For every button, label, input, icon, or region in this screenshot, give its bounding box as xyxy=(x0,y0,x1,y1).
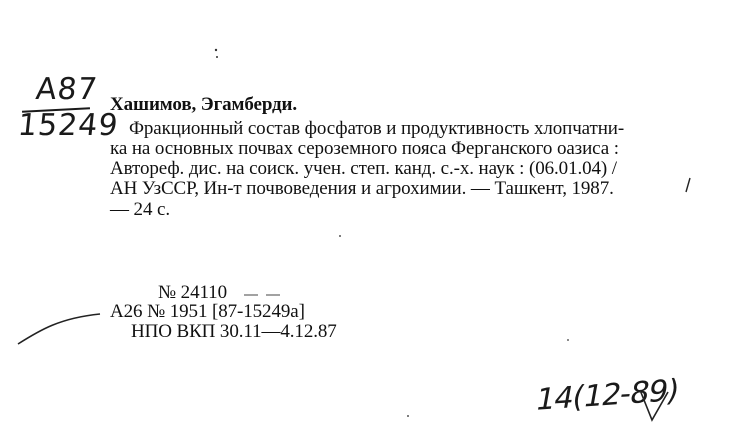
description-line-3: Автореф. дис. на соиск. учен. степ. канд. с.-х. наук : (06.01.04) / xyxy=(110,158,617,179)
description-line-4: АН УзССР, Ин-т почвоведения и агрохимии. — Ташкент, 1987. xyxy=(110,178,614,199)
call-number-bottom: 15249 xyxy=(16,108,121,143)
description-line-1: Фракционный состав фосфатов и продуктивность хлопчатни- xyxy=(129,118,625,139)
record-number: А26 № 1951 [87-15249а] xyxy=(110,301,305,322)
pen-stroke-mark xyxy=(18,314,100,344)
handwritten-annotation: 14(12-89) xyxy=(532,373,681,418)
speck xyxy=(216,56,218,58)
speck xyxy=(407,415,409,417)
description-line-2: ка на основных почвах сероземного пояса Ферганского оазиса : xyxy=(110,138,619,159)
check-mark xyxy=(640,390,668,420)
source-line: НПО ВКП 30.11—4.12.87 xyxy=(131,321,337,342)
description-line-5: — 24 с. xyxy=(110,199,170,220)
speck xyxy=(567,339,569,341)
author-heading: Хашимов, Эгамберди. xyxy=(110,94,298,115)
speck xyxy=(339,235,341,237)
slash-mark xyxy=(686,178,690,192)
speck xyxy=(215,49,217,51)
call-number-top: A87 xyxy=(34,72,100,107)
accession-number: № 24110 xyxy=(158,282,227,303)
